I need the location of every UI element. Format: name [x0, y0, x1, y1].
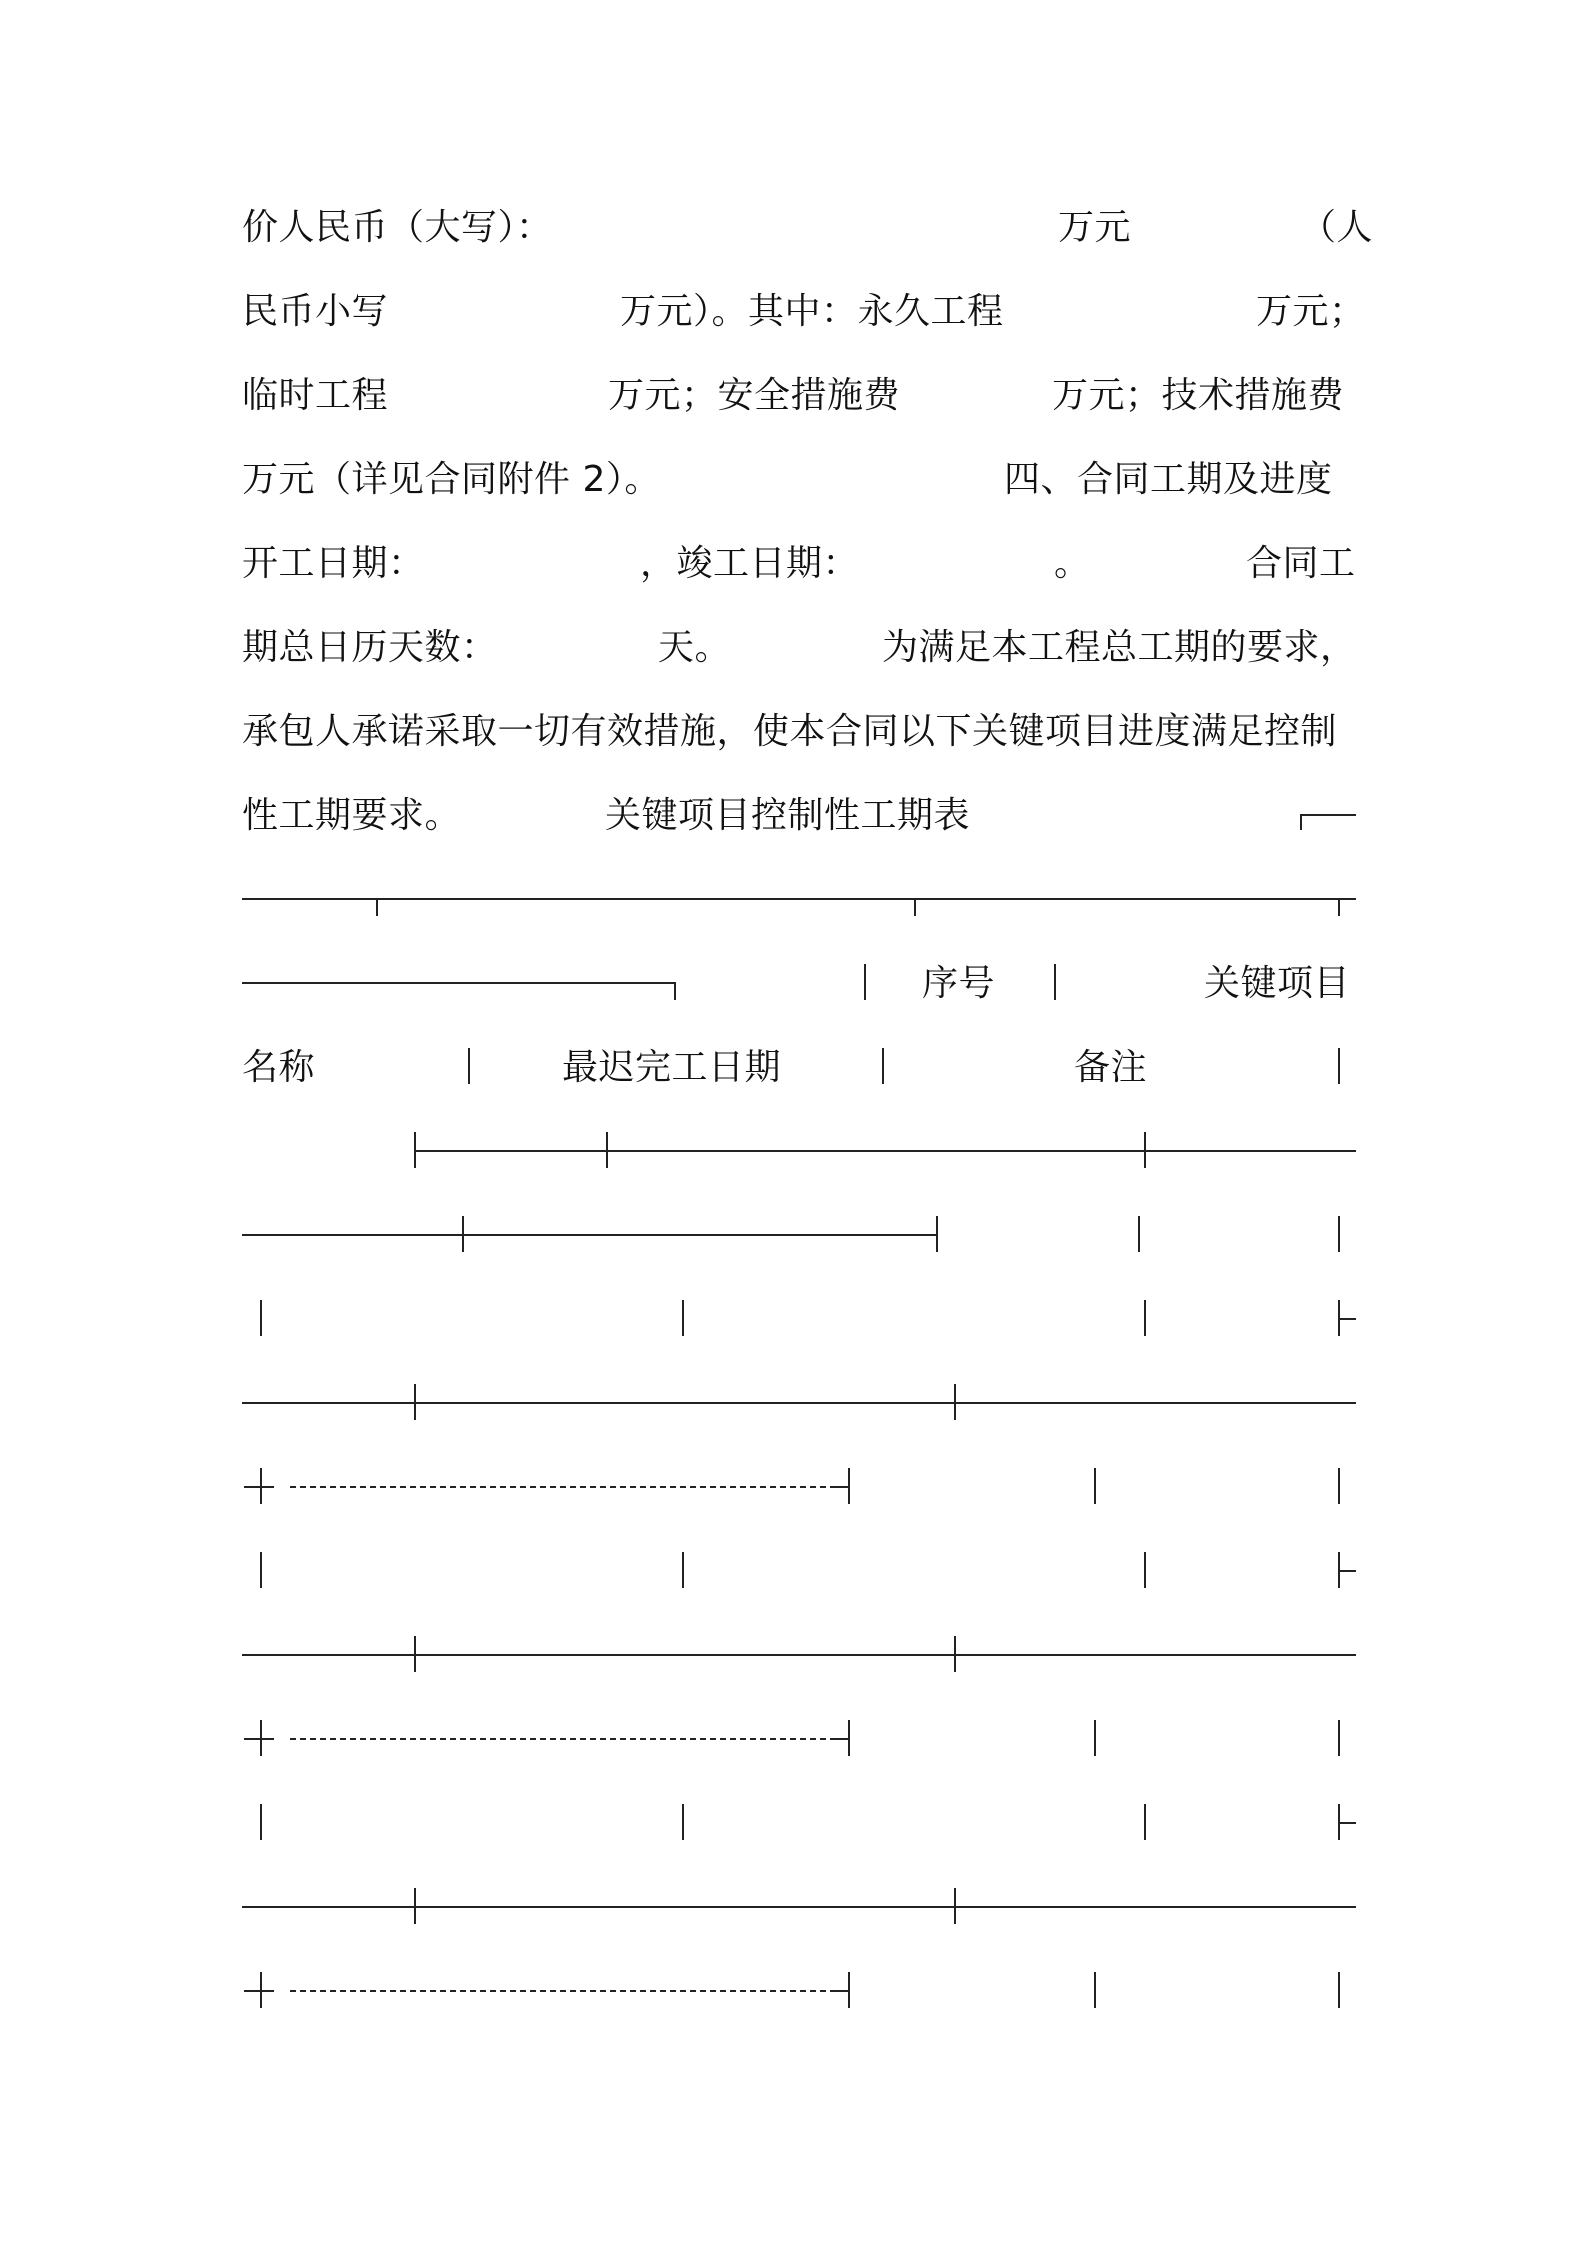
table-rule [242, 1402, 1356, 1404]
text-total-days: 期总日历天数： [242, 627, 498, 668]
text-wanyuan-2: 万元； [1256, 291, 1366, 332]
table-rule [882, 1048, 884, 1084]
table-rule [834, 1990, 850, 1992]
table-rule [1338, 1048, 1340, 1084]
table-rule [1138, 1216, 1140, 1252]
text-price-label: 价人民币（大写）： [242, 207, 553, 248]
table-rule [462, 1216, 464, 1252]
table-rule [376, 898, 378, 916]
table-header-name: 名称 [242, 1047, 316, 1088]
table-rule [1144, 1300, 1146, 1336]
table-rule [414, 1132, 416, 1168]
table-rule [1054, 964, 1056, 1000]
table-rule [1338, 1972, 1340, 2008]
text-temporary-works: 临时工程 [242, 375, 389, 416]
table-rule [1300, 814, 1356, 816]
table-rule [834, 1738, 850, 1740]
table-rule [1094, 1468, 1096, 1504]
table-rule [260, 1552, 262, 1588]
table-rule [1338, 898, 1340, 916]
text-permanent-works: 万元）。其中：永久工程 [620, 291, 1004, 332]
table-rule [242, 1906, 1356, 1908]
table-rule [1144, 1132, 1146, 1168]
text-days: 天。 [658, 627, 732, 668]
table-rule [464, 1234, 938, 1236]
table-header-no: 序号 [922, 963, 996, 1004]
table-rule [682, 1300, 684, 1336]
text-requirement: 为满足本工程总工期的要求， [882, 627, 1357, 668]
table-rule [290, 1738, 846, 1740]
table-rule [914, 898, 916, 916]
table-rule [954, 1888, 956, 1924]
table-rule [242, 982, 676, 984]
table-rule [244, 1486, 274, 1488]
text-wanyuan-1: 万元 [1058, 207, 1132, 248]
text-attachment-note: 万元（详见合同附件 2）。 [242, 459, 661, 500]
table-rule [1338, 1468, 1340, 1504]
table-rule [1094, 1972, 1096, 2008]
table-rule [1094, 1720, 1096, 1756]
text-rmb-small: 民币小写 [242, 291, 389, 332]
table-header-note: 备注 [1074, 1047, 1148, 1088]
text-paren-ren: （人 [1300, 207, 1374, 248]
table-rule [1338, 1216, 1340, 1252]
table-rule [834, 1486, 850, 1488]
table-rule [864, 964, 866, 1000]
text-period: 。 [1054, 543, 1091, 584]
table-rule [414, 1150, 1356, 1152]
table-rule [242, 898, 1356, 900]
table-rule [468, 1048, 470, 1084]
text-period-requirement: 性工期要求。 [242, 795, 462, 836]
text-completion-date: ，竣工日期： [640, 543, 860, 584]
table-rule [242, 1234, 464, 1236]
table-rule [290, 1486, 846, 1488]
text-safety-fee: 万元；安全措施费 [608, 375, 901, 416]
table-rule [1338, 1570, 1356, 1572]
table-rule [954, 1636, 956, 1672]
table-rule [1338, 1318, 1356, 1320]
table-rule [1144, 1804, 1146, 1840]
text-start-date: 开工日期： [242, 543, 425, 584]
table-rule [244, 1738, 274, 1740]
table-rule [682, 1552, 684, 1588]
table-rule [414, 1888, 416, 1924]
table-rule [1144, 1552, 1146, 1588]
table-rule [242, 1654, 1356, 1656]
section-heading-schedule: 四、合同工期及进度 [1004, 459, 1333, 500]
table-title: 关键项目控制性工期表 [605, 795, 971, 836]
table-header-date: 最迟完工日期 [562, 1047, 782, 1088]
table-rule [1300, 814, 1302, 830]
table-rule [414, 1636, 416, 1672]
table-header-item: 关键项目 [1204, 963, 1351, 1004]
text-commitment: 承包人承诺采取一切有效措施，使本合同以下关键项目进度满足控制 [242, 711, 1338, 752]
table-rule [290, 1990, 846, 1992]
table-rule [936, 1216, 938, 1252]
table-rule [1338, 1822, 1356, 1824]
text-tech-fee: 万元；技术措施费 [1052, 375, 1345, 416]
table-rule [606, 1132, 608, 1168]
text-contract-work: 合同工 [1246, 543, 1356, 584]
table-rule [414, 1384, 416, 1420]
table-rule [1338, 1720, 1340, 1756]
table-rule [260, 1804, 262, 1840]
table-rule [682, 1804, 684, 1840]
table-rule [244, 1990, 274, 1992]
table-rule [674, 982, 676, 1000]
table-rule [954, 1384, 956, 1420]
table-rule [260, 1300, 262, 1336]
